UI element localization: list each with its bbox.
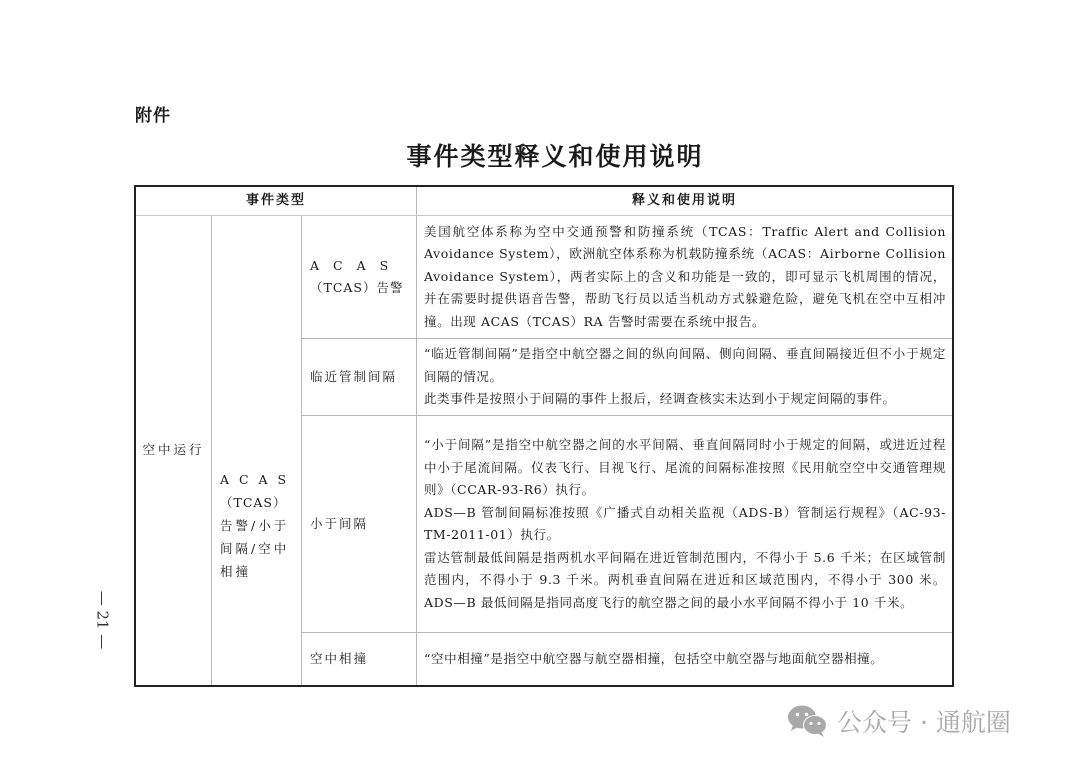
subtype-line: ACAS [310, 257, 403, 273]
page-number-text: — 21 — [93, 590, 111, 650]
explanation-cell [417, 633, 954, 687]
document-title: 事件类型释义和使用说明 [406, 142, 704, 171]
subtype-cell: 临近管制间隔 [302, 339, 417, 416]
explanation-paragraph: 此类事件是按照小于间隔的事件上报后，经调查核实未达到小于规定间隔的事件。 [424, 391, 896, 407]
header-event-type: 事件类型 [135, 186, 417, 216]
watermark [787, 703, 1011, 739]
event-type-table [134, 185, 954, 687]
header-explanation: 释义和使用说明 [417, 186, 954, 216]
category-level2-line: 告警/小于 [220, 518, 290, 533]
page-number [92, 580, 112, 660]
subtype-cell [302, 216, 417, 339]
subtype-line: （TCAS）告警 [310, 280, 404, 295]
explanation-paragraph: ADS—B 管制间隔标准按照《广播式自动相关监视（ADS-B）管制运行规程》（AC-93-TM-2011-01）执行。 [424, 504, 946, 542]
explanation-cell [417, 216, 954, 339]
attachment-label: 附件 [135, 106, 171, 126]
explanation-paragraph: 美国航空体系称为空中交通预警和防撞系统（TCAS：Traffic Alert and Collision Avoidance System），欧洲航空体系称为机载防撞系统（ACAS：Airborne Collision Avoidance System），两者实际上的含义和功能是一致的，即可显示飞机周围的情况，并在需要时提供语音告警，帮助飞行员以适当机动方式躲避危险，避免飞机在空中互相冲撞。出现 ACAS（TCAS）RA 告警时需要在系统中报告。 [424, 223, 946, 329]
category-level2-line: 相撞 [220, 564, 252, 579]
table-header-row [135, 186, 953, 216]
explanation-cell [417, 339, 954, 416]
subtype-cell: 小于间隔 [302, 416, 417, 633]
watermark-text: 公众号 · 通航圈 [837, 708, 1011, 737]
explanation-paragraph: “临近管制间隔”是指空中航空器之间的纵向间隔、侧向间隔、垂直间隔接近但不小于规定间隔的情况。 [424, 346, 946, 384]
explanation-paragraph: 雷达管制最低间隔是指两机水平间隔在进近管制范围内，不得小于 5.6 千米；在区域管制范围内，不得小于 9.3 千米。两机垂直间隔在进近和区域范围内，不得小于 300 米。ADS—B 最低间隔是指同高度飞行的航空器之间的最小水平间隔不得小于 10 千米。 [424, 549, 946, 610]
category-level1-cell: 空中运行 [135, 216, 212, 687]
category-level2-line: A C A S [220, 472, 290, 487]
wechat-icon [787, 704, 829, 738]
explanation-cell [417, 416, 954, 633]
explanation-paragraph: “空中相撞”是指空中航空器与航空器相撞，包括空中航空器与地面航空器相撞。 [424, 650, 884, 666]
table-row [135, 216, 953, 339]
subtype-cell: 空中相撞 [302, 633, 417, 687]
category-level2-cell [212, 216, 302, 687]
category-level2-line: （TCAS） [220, 495, 287, 510]
explanation-paragraph: “小于间隔”是指空中航空器之间的水平间隔、垂直间隔同时小于规定的间隔，或进近过程中小于尾流间隔。仪表飞行、目视飞行、尾流的间隔标准按照《民用航空空中交通管理规则》（CCAR-93-R6）执行。 [424, 437, 946, 497]
category-level2-line: 间隔/空中 [220, 541, 290, 556]
